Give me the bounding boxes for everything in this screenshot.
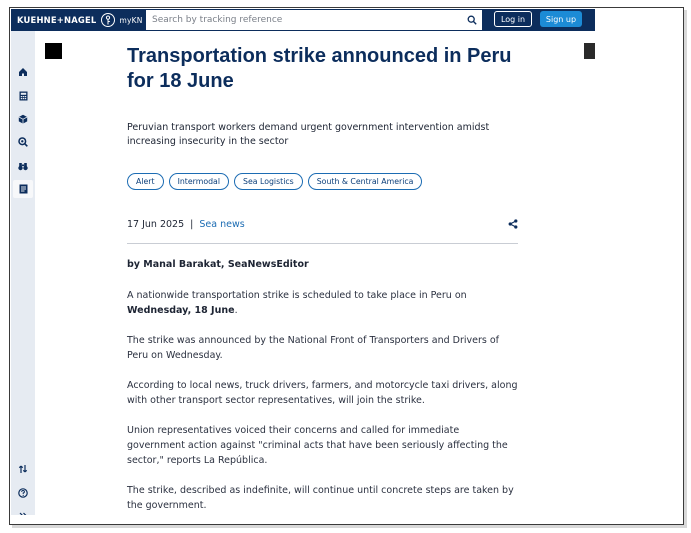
paragraph-1-end: . xyxy=(234,305,238,316)
title-line-1: Transportation strike announced in Peru xyxy=(127,45,512,67)
paragraph-4: Union representatives voiced their concerns and called for immediate government action against "criminal acts that have been seriously affecting the sector," reports La República. xyxy=(127,425,508,466)
tag-intermodal[interactable]: Intermodal xyxy=(169,173,229,190)
home-icon xyxy=(18,67,28,77)
window-shadow-right xyxy=(684,10,687,527)
article-meta xyxy=(127,217,518,231)
sidebar-item-help[interactable] xyxy=(13,484,33,502)
transfer-icon xyxy=(18,464,28,474)
expand-icon xyxy=(18,511,28,515)
calculator-icon xyxy=(19,91,28,101)
tracking-search-icon xyxy=(18,137,28,147)
sidebar-item-tracking[interactable] xyxy=(13,133,33,151)
sidebar-item-home[interactable] xyxy=(13,63,33,81)
left-sidebar xyxy=(11,31,35,515)
tag-sea-logistics[interactable]: Sea Logistics xyxy=(234,173,303,190)
sidebar-item-calculator[interactable] xyxy=(13,87,33,105)
tracking-search-box[interactable] xyxy=(146,10,482,30)
logo-text: KUEHNE+NAGEL xyxy=(17,15,97,25)
paragraph-1-bold: Wednesday, 18 June xyxy=(127,305,235,316)
binoculars-icon xyxy=(18,162,28,171)
paragraph-5: The strike, described as indefinite, will continue until concrete steps are taken by the government. xyxy=(127,485,514,511)
divider xyxy=(127,243,518,244)
paragraph-1 xyxy=(127,288,519,318)
window-shadow-bottom xyxy=(12,525,687,528)
category-link[interactable]: Sea news xyxy=(199,218,245,230)
kuehne-nagel-logo[interactable] xyxy=(17,9,143,31)
signup-button[interactable]: Sign up xyxy=(540,11,582,27)
tag-list xyxy=(127,173,422,190)
article-title xyxy=(127,44,527,94)
sidebar-item-switch[interactable] xyxy=(13,460,33,478)
sidebar-item-visibility[interactable] xyxy=(13,157,33,175)
news-icon xyxy=(19,184,28,194)
publish-date: 17 Jun 2025 xyxy=(127,218,185,230)
tag-alert[interactable]: Alert xyxy=(127,173,164,190)
article-subtitle: Peruvian transport workers demand urgent government intervention amidst increasing insecurity in the sector xyxy=(127,122,490,147)
sidebar-item-expand[interactable] xyxy=(13,507,33,515)
paragraph-1-text: A nationwide transportation strike is scheduled to take place in Peru on xyxy=(127,290,467,301)
image-placeholder-right xyxy=(584,43,595,59)
sidebar-item-news[interactable] xyxy=(13,180,33,198)
box-icon xyxy=(18,114,28,124)
meta-separator: | xyxy=(190,218,194,230)
mykn-label: myKN xyxy=(119,15,143,25)
share-icon[interactable] xyxy=(508,219,518,229)
title-line-2: for 18 June xyxy=(127,70,234,92)
login-button[interactable]: Log in xyxy=(494,11,532,27)
search-input[interactable]: Search by tracking reference xyxy=(152,15,283,25)
image-placeholder-left xyxy=(45,43,62,59)
search-icon[interactable] xyxy=(462,10,482,30)
sidebar-item-shipments[interactable] xyxy=(13,110,33,128)
tag-south-central-america[interactable]: South & Central America xyxy=(308,173,423,190)
help-icon xyxy=(18,488,28,498)
paragraph-2: The strike was announced by the National Front of Transporters and Drivers of Peru on Wednesday. xyxy=(127,335,499,361)
article-byline: by Manal Barakat, SeaNewsEditor xyxy=(127,259,309,270)
paragraph-3: According to local news, truck drivers, farmers, and motorcycle taxi drivers, along with other transport sector representatives, will join the strike. xyxy=(127,380,518,406)
top-navigation-bar xyxy=(11,9,595,31)
mykn-logo-icon xyxy=(101,13,115,27)
